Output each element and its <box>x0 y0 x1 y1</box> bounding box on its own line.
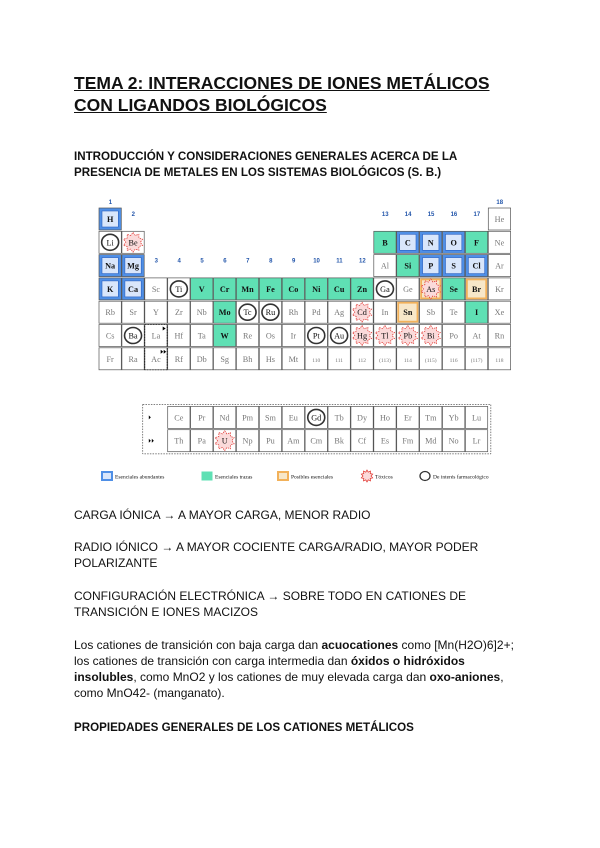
element-K <box>99 278 121 300</box>
group-number: 9 <box>291 258 296 265</box>
element-Lr <box>465 430 487 452</box>
legend-item <box>420 472 489 481</box>
svg-text:Pd: Pd <box>311 308 321 318</box>
element-Ra <box>122 348 144 370</box>
element-Xe <box>488 301 510 323</box>
legend-item <box>202 472 252 481</box>
element-U <box>214 430 236 452</box>
svg-text:Ar: Ar <box>495 261 504 271</box>
svg-text:Ca: Ca <box>128 284 139 294</box>
svg-text:Eu: Eu <box>288 413 298 423</box>
element-Db <box>191 348 213 370</box>
element-Ti <box>168 278 190 300</box>
svg-text:Mo: Mo <box>218 308 231 318</box>
svg-text:La: La <box>151 331 161 341</box>
svg-text:Se: Se <box>449 284 458 294</box>
svg-text:Te: Te <box>449 308 458 318</box>
svg-text:Sc: Sc <box>151 284 161 294</box>
element-Tb <box>328 406 350 428</box>
periodic-table-svg <box>98 196 516 486</box>
svg-text:Ne: Ne <box>494 238 505 248</box>
periodic-table-figure <box>98 196 516 486</box>
svg-text:S: S <box>451 261 456 271</box>
element-Rh <box>282 301 304 323</box>
title-line-2: CON LIGANDOS BIOLÓGICOS <box>74 95 327 115</box>
element-Y <box>145 301 167 323</box>
svg-text:Tc: Tc <box>243 308 252 318</box>
group-number: 17 <box>473 212 481 218</box>
svg-text:Au: Au <box>334 331 345 341</box>
element-Ga <box>374 278 396 300</box>
svg-text:Fm: Fm <box>402 436 414 446</box>
element-Fe <box>259 278 281 300</box>
element-Ir <box>282 325 304 347</box>
series-marker <box>149 415 151 419</box>
element-Pa <box>191 430 213 452</box>
svg-text:N: N <box>427 238 434 248</box>
svg-text:Ni: Ni <box>312 284 321 294</box>
group-number: 4 <box>177 258 181 265</box>
svg-text:Kr: Kr <box>495 284 504 294</box>
group-number: 1 <box>108 200 113 206</box>
svg-text:111: 111 <box>335 357 344 364</box>
title-line-1: TEMA 2: INTERACCIONES DE IONES METÁLICOS <box>74 73 490 93</box>
element-Nb <box>191 301 213 323</box>
element-B <box>374 231 396 253</box>
element-Dy <box>351 406 373 428</box>
element-111 <box>328 348 350 370</box>
section-heading-propiedades: PROPIEDADES GENERALES DE LOS CATIONES METÁLICOS <box>74 721 414 734</box>
element-Tl <box>374 325 396 347</box>
svg-text:Esenciales abundantes: Esenciales abundantes <box>115 474 165 481</box>
svg-text:Posibles esenciales: Posibles esenciales <box>291 474 334 481</box>
svg-text:Pa: Pa <box>197 436 206 446</box>
svg-text:Cu: Cu <box>333 284 345 294</box>
element-No <box>443 430 465 452</box>
svg-text:W: W <box>220 331 229 341</box>
oxo-aniones-term: oxo-aniones <box>429 670 501 684</box>
element-O <box>443 231 465 253</box>
svg-text:Ag: Ag <box>334 308 345 318</box>
element-Cf <box>351 430 373 452</box>
svg-text:Mg: Mg <box>127 261 139 271</box>
element-At <box>465 325 487 347</box>
svg-text:Sb: Sb <box>426 308 436 318</box>
svg-text:Gd: Gd <box>311 413 322 423</box>
element-S <box>443 255 465 277</box>
svg-text:F: F <box>474 238 480 248</box>
svg-text:Esenciales trazas: Esenciales trazas <box>215 474 253 481</box>
element-Hf <box>168 325 190 347</box>
svg-text:Ra: Ra <box>128 354 138 364</box>
element-Mo <box>214 301 236 323</box>
svg-text:Ir: Ir <box>290 331 297 341</box>
carga-ionica-text: CARGA IÓNICA → A MAYOR CARGA, MENOR RADIO <box>74 508 371 522</box>
legend-item <box>278 472 333 481</box>
element-He <box>488 208 510 230</box>
radio-ionico-text <box>74 539 534 571</box>
element-Hg <box>351 325 373 347</box>
svg-text:Ac: Ac <box>151 354 161 364</box>
element-Cd <box>351 301 373 323</box>
element-Po <box>443 325 465 347</box>
element-Kr <box>488 278 510 300</box>
group-number: 8 <box>269 258 273 265</box>
svg-text:Os: Os <box>265 331 276 341</box>
element-Lu <box>465 406 487 428</box>
config-line-2: TRANSICIÓN E IONES MACIZOS <box>74 605 259 619</box>
element-Ne <box>488 231 510 253</box>
element-Na <box>99 255 121 277</box>
svg-text:Pu: Pu <box>266 436 275 446</box>
element-H <box>99 208 121 230</box>
svg-text:Cl: Cl <box>472 261 481 271</box>
radio-line-2: POLARIZANTE <box>74 556 158 570</box>
element-Bi <box>420 325 442 347</box>
para-line-1 <box>74 637 534 653</box>
svg-text:Md: Md <box>425 436 437 446</box>
svg-text:C: C <box>404 238 411 248</box>
element-Be <box>122 231 144 253</box>
svg-text:Bi: Bi <box>426 331 435 341</box>
svg-text:Lu: Lu <box>471 413 482 423</box>
svg-text:Sg: Sg <box>220 354 229 364</box>
svg-text:112: 112 <box>358 357 367 364</box>
svg-text:Ho: Ho <box>379 413 390 423</box>
para-line-2 <box>74 653 534 669</box>
svg-text:B: B <box>382 238 388 248</box>
element-Pb <box>397 325 419 347</box>
element-Ru <box>259 301 281 323</box>
svg-text:Hf: Hf <box>174 331 184 341</box>
group-number: 6 <box>223 258 227 265</box>
svg-text:Tm: Tm <box>425 413 437 423</box>
svg-text:Rf: Rf <box>174 354 183 364</box>
element-Ce <box>168 406 190 428</box>
element-Cr <box>214 278 236 300</box>
group-number: 18 <box>496 200 504 206</box>
svg-text:Cm: Cm <box>310 436 323 446</box>
svg-text:Po: Po <box>449 331 458 341</box>
cationes-paragraph <box>74 637 534 701</box>
element-Ho <box>374 406 396 428</box>
svg-text:Am: Am <box>287 436 300 446</box>
svg-text:Y: Y <box>152 308 159 318</box>
svg-text:I: I <box>474 308 479 318</box>
section-heading-intro <box>74 149 504 181</box>
svg-text:K: K <box>106 284 114 294</box>
svg-text:Np: Np <box>242 436 253 446</box>
svg-text:Re: Re <box>242 331 253 341</box>
svg-text:118: 118 <box>495 357 504 364</box>
element-Sc <box>145 278 167 300</box>
svg-text:Ti: Ti <box>175 284 183 294</box>
subtitle-line-2: PRESENCIA DE METALES EN LOS SISTEMAS BIOLÓGICOS (S. B.) <box>74 166 442 179</box>
element-Pr <box>191 406 213 428</box>
element-N <box>420 231 442 253</box>
configuracion-text <box>74 588 534 620</box>
element-Sm <box>259 406 281 428</box>
svg-text:O: O <box>450 238 457 248</box>
element-Mn <box>236 278 258 300</box>
insolubles-term: insolubles <box>74 670 134 684</box>
para-text-4: , como MnO2 y los cationes de muy elevada carga dan <box>133 670 430 684</box>
element-Pd <box>305 301 327 323</box>
svg-text:H: H <box>106 215 114 224</box>
element-Ca <box>122 278 144 300</box>
element-Hs <box>259 348 281 370</box>
element-Sr <box>122 301 144 323</box>
element-W <box>214 325 236 347</box>
svg-text:Ba: Ba <box>128 331 138 341</box>
element-112 <box>351 348 373 370</box>
svg-text:Nb: Nb <box>196 308 207 318</box>
svg-text:At: At <box>472 331 481 341</box>
svg-text:Hs: Hs <box>265 354 276 364</box>
element-As <box>420 278 442 300</box>
svg-text:In: In <box>381 308 389 318</box>
group-number: 2 <box>131 212 136 218</box>
element-F <box>465 231 487 253</box>
para-text-1: Los cationes de transición con baja carga dan <box>74 638 322 652</box>
svg-text:Br: Br <box>471 284 482 294</box>
svg-text:Lr: Lr <box>472 436 481 446</box>
element-Cs <box>99 325 121 347</box>
element-Mt <box>282 348 304 370</box>
svg-text:(117): (117) <box>470 357 483 364</box>
group-number: 7 <box>246 258 250 265</box>
element-Ge <box>397 278 419 300</box>
svg-text:Fe: Fe <box>266 284 275 294</box>
element-Fm <box>397 430 419 452</box>
svg-text:Pm: Pm <box>242 413 254 423</box>
para-text-3: los cationes de transición con carga intermedia dan <box>74 654 351 668</box>
group-number: 16 <box>450 212 458 218</box>
config-line-1: CONFIGURACIÓN ELECTRÓNICA → SOBRE TODO EN CATIONES DE <box>74 589 467 603</box>
svg-text:Cf: Cf <box>357 436 367 446</box>
element-C <box>397 231 419 253</box>
svg-text:Db: Db <box>196 354 207 364</box>
svg-text:Ru: Ru <box>265 308 276 318</box>
svg-text:116: 116 <box>449 357 458 364</box>
element-Sn <box>397 301 419 323</box>
svg-text:He: He <box>494 215 505 224</box>
element-Tm <box>420 406 442 428</box>
element-Al <box>374 255 396 277</box>
group-number: 3 <box>154 258 158 265</box>
svg-text:Tóxicos: Tóxicos <box>375 474 393 481</box>
element-115 <box>420 348 442 370</box>
svg-text:Ge: Ge <box>403 284 413 294</box>
element-Am <box>282 430 304 452</box>
element-Yb <box>443 406 465 428</box>
element-Rf <box>168 348 190 370</box>
svg-text:De interés farmacológico: De interés farmacológico <box>433 474 489 481</box>
group-number: 10 <box>313 258 320 265</box>
svg-text:Ga: Ga <box>380 284 390 294</box>
element-Au <box>328 325 350 347</box>
element-Mg <box>122 255 144 277</box>
element-Si <box>397 255 419 277</box>
element-P <box>420 255 442 277</box>
element-Ni <box>305 278 327 300</box>
svg-text:Al: Al <box>380 261 390 271</box>
element-Pu <box>259 430 281 452</box>
element-V <box>191 278 213 300</box>
element-114 <box>397 348 419 370</box>
element-116 <box>443 348 465 370</box>
para-text-2: como [Mn(H2O)6]2+; <box>398 638 514 652</box>
svg-text:V: V <box>198 284 205 294</box>
svg-text:Tb: Tb <box>334 413 344 423</box>
svg-text:No: No <box>448 436 459 446</box>
element-Os <box>259 325 281 347</box>
svg-text:Th: Th <box>174 436 184 446</box>
element-Th <box>168 430 190 452</box>
element-Gd <box>305 406 327 428</box>
element-Cl <box>465 255 487 277</box>
svg-text:Pt: Pt <box>312 331 320 341</box>
subtitle-line-1: INTRODUCCIÓN Y CONSIDERACIONES GENERALES ACERCA DE LA <box>74 150 458 163</box>
legend-item <box>361 470 392 482</box>
svg-text:Tl: Tl <box>381 331 389 341</box>
svg-text:Mt: Mt <box>288 354 299 364</box>
element-Bk <box>328 430 350 452</box>
element-Eu <box>282 406 304 428</box>
element-Se <box>443 278 465 300</box>
svg-text:Pr: Pr <box>198 413 206 423</box>
element-Tc <box>236 301 258 323</box>
svg-text:114: 114 <box>403 357 412 364</box>
element-Bh <box>236 348 258 370</box>
element-Fr <box>99 348 121 370</box>
svg-text:Cd: Cd <box>357 308 367 318</box>
element-Rn <box>488 325 510 347</box>
svg-text:Be: Be <box>128 238 138 248</box>
svg-text:Mn: Mn <box>241 284 254 294</box>
element-Er <box>397 406 419 428</box>
element-I <box>465 301 487 323</box>
svg-text:Fr: Fr <box>106 354 114 364</box>
svg-text:Rn: Rn <box>494 331 505 341</box>
svg-text:Dy: Dy <box>357 413 368 423</box>
radio-line-1: RADIO IÓNICO → A MAYOR COCIENTE CARGA/RADIO, MAYOR PODER <box>74 540 479 554</box>
element-Nd <box>214 406 236 428</box>
legend-item <box>102 472 164 481</box>
svg-text:Cs: Cs <box>105 331 115 341</box>
element-Re <box>236 325 258 347</box>
svg-text:Yb: Yb <box>448 413 459 423</box>
svg-text:Sn: Sn <box>403 308 413 318</box>
element-Cu <box>328 278 350 300</box>
svg-text:Li: Li <box>106 238 114 248</box>
svg-text:Zr: Zr <box>174 308 183 318</box>
svg-text:Es: Es <box>380 436 390 446</box>
svg-text:Ta: Ta <box>197 331 206 341</box>
svg-text:Rh: Rh <box>288 308 299 318</box>
svg-text:Sr: Sr <box>129 308 137 318</box>
element-Li <box>99 231 121 253</box>
element-Sg <box>214 348 236 370</box>
element-Ta <box>191 325 213 347</box>
group-number: 12 <box>359 258 366 265</box>
document-title <box>74 72 534 116</box>
svg-text:Nd: Nd <box>219 413 230 423</box>
svg-text:Sm: Sm <box>264 413 276 423</box>
svg-text:Pb: Pb <box>403 331 413 341</box>
element-In <box>374 301 396 323</box>
element-113 <box>374 348 396 370</box>
element-Cm <box>305 430 327 452</box>
group-number: 15 <box>427 212 435 218</box>
svg-text:As: As <box>426 284 436 294</box>
element-Ar <box>488 255 510 277</box>
series-marker <box>149 439 154 443</box>
oxidos-term: óxidos o hidróxidos <box>350 654 465 668</box>
element-Rb <box>99 301 121 323</box>
element-Te <box>443 301 465 323</box>
para-text-5: , <box>500 670 504 684</box>
element-Sb <box>420 301 442 323</box>
element-Pt <box>305 325 327 347</box>
element-Es <box>374 430 396 452</box>
para-line-4: como MnO42- (manganato). <box>74 686 225 700</box>
element-Md <box>420 430 442 452</box>
svg-text:Er: Er <box>403 413 412 423</box>
svg-text:(115): (115) <box>424 357 437 364</box>
group-number: 13 <box>381 212 389 218</box>
svg-text:Hg: Hg <box>357 331 368 341</box>
element-Zr <box>168 301 190 323</box>
element-Ag <box>328 301 350 323</box>
svg-text:P: P <box>428 261 434 271</box>
element-117 <box>465 348 487 370</box>
svg-text:Rb: Rb <box>105 308 115 318</box>
group-number: 14 <box>404 212 412 218</box>
group-number: 11 <box>336 258 343 265</box>
svg-text:Zn: Zn <box>357 284 368 294</box>
svg-text:Bk: Bk <box>334 436 344 446</box>
svg-text:110: 110 <box>312 357 321 364</box>
element-118 <box>488 348 510 370</box>
element-Zn <box>351 278 373 300</box>
para-line-3 <box>74 669 534 685</box>
svg-text:Co: Co <box>288 284 299 294</box>
svg-text:U: U <box>221 436 228 446</box>
svg-text:Ce: Ce <box>174 413 184 423</box>
svg-text:Cr: Cr <box>219 284 230 294</box>
svg-text:Xe: Xe <box>494 308 505 318</box>
acuocationes-term: acuocationes <box>321 638 399 652</box>
svg-text:(113): (113) <box>379 357 391 364</box>
element-Np <box>236 430 258 452</box>
svg-text:Bh: Bh <box>242 354 253 364</box>
element-110 <box>305 348 327 370</box>
element-Br <box>465 278 487 300</box>
group-number: 5 <box>200 258 204 265</box>
element-Co <box>282 278 304 300</box>
element-Pm <box>236 406 258 428</box>
element-Ba <box>122 325 144 347</box>
svg-text:Si: Si <box>404 261 412 271</box>
svg-text:Na: Na <box>105 261 116 271</box>
